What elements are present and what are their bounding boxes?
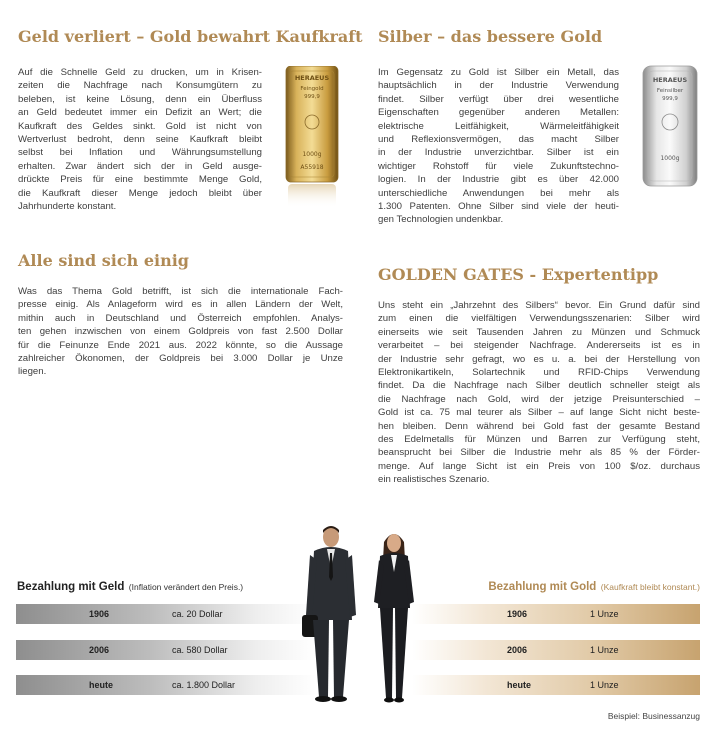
gold-row-2006 bbox=[412, 640, 700, 660]
paragraph-line: an Geld bedeutet immer ein Defizit an Wert; die bbox=[18, 107, 262, 119]
paragraph-line: verarbeitet – bei steigender Nachfrage. Andererseits ist es in bbox=[378, 340, 700, 352]
paragraph-line: presse einig. Als Anlageform wird es in allen Ländern der Welt, bbox=[18, 299, 343, 311]
paragraph-line: hen bleiben. Denn während bei Gold fast der gesamte Bestand bbox=[378, 420, 700, 432]
money-row-today bbox=[16, 675, 316, 695]
paragraph-line: für die Feinunze Ende 2021 aus. 2022 könnte, so die Aussage bbox=[18, 339, 343, 351]
paragraph-line: erhalten. Zwar ändert sich der in Geld ausge- bbox=[18, 160, 262, 172]
paragraph-line: und Reflexionsvermögen, das macht Silber bbox=[378, 134, 619, 146]
paragraph-consensus bbox=[18, 285, 343, 379]
paragraph-line: des Edelmetalls für Münzen und Barren zur Verfügung steht, bbox=[378, 434, 700, 446]
paragraph-line: Elektronikartikeln, Solartechnik und RFID-Chips Verwendung bbox=[378, 367, 700, 379]
gold-row-year: 1906 bbox=[507, 609, 528, 619]
paragraph-line: Eigenschaften gegenüber anderen Metallen: bbox=[378, 107, 619, 119]
paragraph-line: der Industrie sehr gefragt, wo es u. a. bei der Herstellung von bbox=[378, 353, 700, 365]
paragraph-line: drückte Preis für eine bestimmte Menge Gold, bbox=[18, 174, 262, 186]
gold-row-year: heute bbox=[507, 680, 532, 690]
silver-bar-fineness-label: Feinsilber bbox=[656, 88, 684, 94]
heading-gold-purchasing-power: Geld verliert – Gold bewahrt Kaufkraft bbox=[18, 27, 363, 46]
money-note: (Inflation verändert den Preis.) bbox=[128, 582, 244, 592]
gold-bar-brand: HERAEUS bbox=[294, 74, 330, 82]
money-row-year: heute bbox=[89, 680, 114, 690]
paragraph-line: findet. Silber verfügt über drei wesentliche bbox=[378, 93, 619, 105]
paragraph-line: liegen. bbox=[18, 366, 47, 378]
paragraph-line: hauptsächlich in der Industrie Verwendung bbox=[378, 80, 619, 92]
paragraph-line: menge. Auf lange Sicht ist ein Preis von 100 $/oz. durchaus bbox=[378, 460, 700, 472]
paragraph-line: wichtiger Rohstoff für viele Zukunftstechno- bbox=[378, 160, 619, 172]
paragraph-line: Wertverlust bedroht, denn seine Kaufkraft bleibt bbox=[18, 134, 262, 146]
gold-row-amount: 1 Unze bbox=[590, 680, 619, 690]
paragraph-line: Jahrhunderte konstant. bbox=[18, 201, 117, 213]
money-row-price: ca. 1.800 Dollar bbox=[172, 680, 236, 690]
paragraph-line: in der Industrie unverzichtbar. Silber ist ein bbox=[378, 147, 619, 159]
silver-bar-weight: 1000g bbox=[660, 155, 680, 162]
paragraph-line: elektrische Leitfähigkeit, Wärmeleitfähigkeit bbox=[378, 120, 619, 132]
paragraph-line: logien. In der Industrie gibt es über 42.000 bbox=[378, 174, 619, 186]
gold-bar-serial: A55918 bbox=[300, 164, 324, 171]
paragraph-silver bbox=[378, 66, 619, 227]
gold-row-year: 2006 bbox=[507, 645, 528, 655]
gold-row-1906 bbox=[412, 604, 700, 624]
gold-bar-image bbox=[284, 66, 340, 210]
paragraph-line: Auf die Schnelle Geld zu drucken, um in Krisen- bbox=[18, 67, 262, 78]
silver-bar-fineness: 999,9 bbox=[662, 96, 678, 102]
gold-row-amount: 1 Unze bbox=[590, 645, 619, 655]
paragraph-line: Uns steht ein „Jahrzehnt des Silbers“ bevor. Ein Grund dafür sind bbox=[378, 300, 700, 311]
paragraph-line: unterschiedliche Anwendungen bei mehr als bbox=[378, 187, 619, 199]
paragraph-line: ten gehen inzwischen von einem Goldpreis von fast 2.500 Dollar bbox=[18, 326, 343, 338]
paragraph-line: findet. Da die Nachfrage nach Silber deutlich schneller steigt als bbox=[378, 380, 700, 392]
paragraph-line: Was das Thema Gold betrifft, ist sich die internationale Fach- bbox=[18, 286, 343, 297]
silver-bar-image bbox=[640, 64, 700, 192]
money-row-price: ca. 20 Dollar bbox=[172, 609, 223, 619]
gold-note: (Kaufkraft bleibt konstant.) bbox=[600, 582, 700, 592]
businessman-image bbox=[300, 525, 362, 705]
gold-comparison-title bbox=[488, 577, 700, 595]
paragraph-line: die Nachfrage nach Gold, wird der jetzige Preisunterschied – bbox=[378, 393, 700, 405]
paragraph-line: 1.300 Patenten. Ohne Silber sind viele der heuti- bbox=[378, 201, 619, 213]
paragraph-line: zeiten die Nachfrage nach Konsumgütern zu bbox=[18, 80, 262, 92]
heading-silver-better-gold: Silber – das bessere Gold bbox=[378, 27, 603, 46]
paragraph-line: selbst bei Inflation und Währungsumstellung bbox=[18, 147, 262, 159]
money-comparison-title bbox=[17, 577, 243, 595]
gold-row-today bbox=[412, 675, 700, 695]
money-row-2006 bbox=[16, 640, 316, 660]
money-row-price: ca. 580 Dollar bbox=[172, 645, 228, 655]
paragraph-gold-purchasing-power bbox=[18, 66, 262, 213]
gold-title: Bezahlung mit Gold bbox=[488, 581, 597, 593]
paragraph-expert-tip bbox=[378, 299, 700, 487]
example-footnote: Beispiel: Businessanzug bbox=[607, 711, 700, 721]
paragraph-line: beleben, ist keine Lösung, denn ein Überfluss bbox=[18, 93, 262, 105]
heading-consensus: Alle sind sich einig bbox=[18, 251, 189, 270]
silver-bar-brand: HERAEUS bbox=[652, 76, 688, 84]
gold-bar-fineness: 999,9 bbox=[304, 94, 320, 100]
gold-bar-weight: 1000g bbox=[302, 151, 322, 158]
paragraph-line: Kaufkraft des Geldes sinkt. Gold ist nicht von bbox=[18, 120, 262, 132]
money-row-year: 2006 bbox=[89, 645, 110, 655]
gold-row-amount: 1 Unze bbox=[590, 609, 619, 619]
businesswoman-image bbox=[370, 530, 418, 706]
paragraph-line: gen Technologien undenkbar. bbox=[378, 214, 504, 226]
paragraph-line: beansprucht bei Silber die Industrie mehr als 85 % der Förder- bbox=[378, 447, 700, 459]
money-row-1906 bbox=[16, 604, 316, 624]
paragraph-line: einerseits wie seit Tausenden Jahren zu Münzen und Schmuck bbox=[378, 326, 700, 338]
paragraph-line: mithin auch in Deutschland und Österreich empfohlen. Analys- bbox=[18, 312, 343, 324]
money-row-year: 1906 bbox=[89, 609, 110, 619]
heading-expert-tip: GOLDEN GATES - Expertentipp bbox=[378, 265, 659, 284]
paragraph-line: Gold ist ca. 75 mal teurer als Silber – auf lange Sicht nicht beste- bbox=[378, 407, 700, 419]
paragraph-line: zum einen die vielfältigen Verwendungsszenarien: Silber wird bbox=[378, 313, 700, 325]
paragraph-line: ein realistisches Szenario. bbox=[378, 474, 490, 486]
gold-bar-fineness-label: Feingold bbox=[300, 86, 324, 92]
money-title: Bezahlung mit Geld bbox=[17, 581, 125, 593]
paragraph-line: die Kaufkraft dieser Menge jedoch bleibt über bbox=[18, 187, 262, 199]
paragraph-line: Im Gegensatz zu Gold ist Silber ein Metall, das bbox=[378, 67, 619, 78]
paragraph-line: zahlreicher Ökonomen, der Goldpreis bei 3.000 Dollar je Unze bbox=[18, 353, 343, 365]
